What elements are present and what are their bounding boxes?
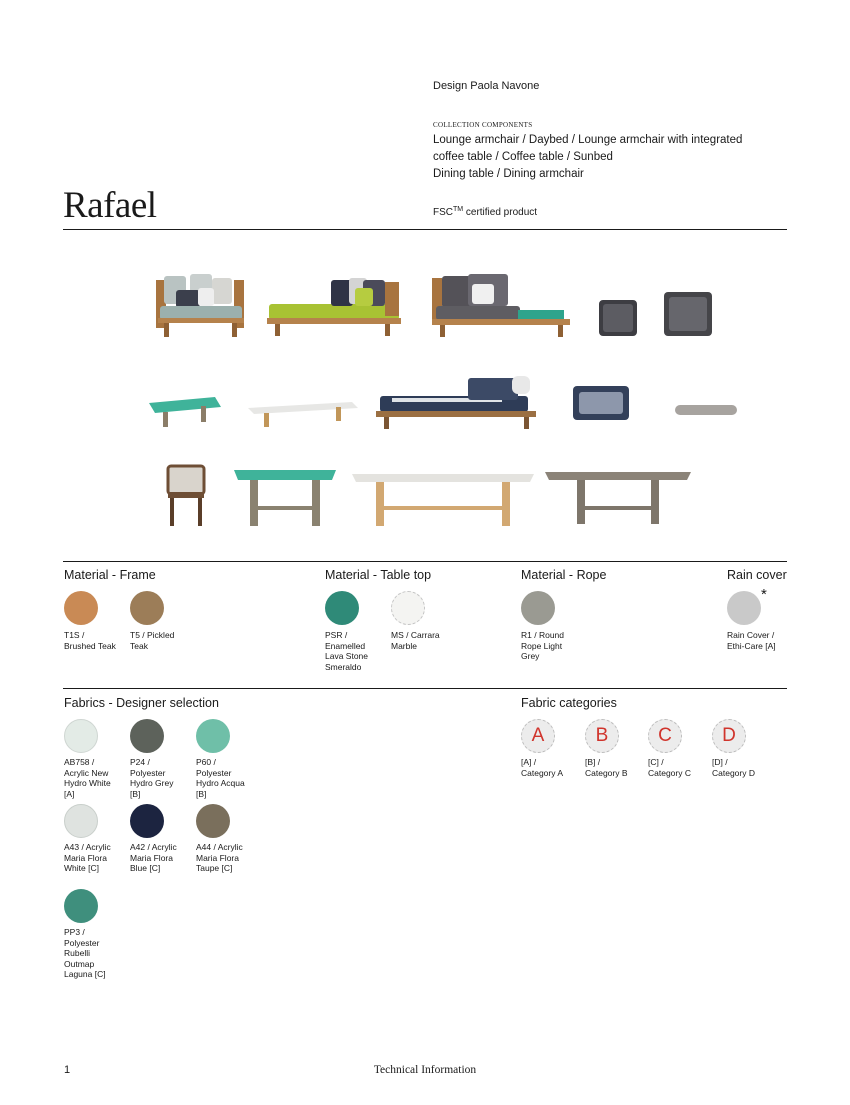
material-rope-heading: Material - Rope xyxy=(521,568,607,582)
swatch-label: A42 / Acrylic Maria Flora Blue [C] xyxy=(130,842,177,873)
swatch-fabric-p60[interactable] xyxy=(196,719,230,753)
header-divider xyxy=(63,229,787,230)
collection-line: Dining table / Dining armchair xyxy=(433,168,584,180)
fabric-categories-heading: Fabric categories xyxy=(521,696,617,710)
cushion-square-small-image xyxy=(597,298,639,338)
designer-credit: Design Paola Navone xyxy=(433,80,540,92)
swatch-fabric-p24[interactable] xyxy=(130,719,164,753)
material-tabletop-heading: Material - Table top xyxy=(325,568,432,582)
material-frame-heading: Material - Frame xyxy=(64,568,156,582)
swatch-label: PP3 / Polyester Rubelli Outmap Laguna [C] xyxy=(64,927,106,979)
swatch-frame-t5[interactable] xyxy=(130,591,164,625)
cushion-rectangular-image xyxy=(571,384,631,422)
swatch-label: P60 / Polyester Hydro Acqua [B] xyxy=(196,757,245,799)
category-d-badge[interactable]: D xyxy=(712,719,746,753)
swatch-label: T1S / Brushed Teak xyxy=(64,630,116,651)
collection-line: coffee table / Coffee table / Sunbed xyxy=(433,151,613,163)
swatch-fabric-a43[interactable] xyxy=(64,804,98,838)
swatch-label: A44 / Acrylic Maria Flora Taupe [C] xyxy=(196,842,243,873)
category-label: [C] / Category C xyxy=(648,757,691,778)
page-number: 1 xyxy=(64,1064,71,1076)
category-label: [D] / Category D xyxy=(712,757,755,778)
materials-divider xyxy=(63,561,787,562)
sunbed-image xyxy=(372,372,540,432)
cushion-square-large-image xyxy=(662,290,714,338)
dining-table-pickled-image xyxy=(543,466,693,528)
swatch-fabric-ab758[interactable] xyxy=(64,719,98,753)
collection-components-label: COLLECTION COMPONENTS xyxy=(433,121,533,129)
category-b-badge[interactable]: B xyxy=(585,719,619,753)
swatch-rope-r1[interactable] xyxy=(521,591,555,625)
rain-cover-heading: Rain cover xyxy=(727,568,787,582)
collection-components-list xyxy=(433,132,742,183)
swatch-label: PSR / Enamelled Lava Stone Smeraldo xyxy=(325,630,369,672)
swatch-label: P24 / Polyester Hydro Grey [B] xyxy=(130,757,174,799)
dining-armchair-image xyxy=(162,462,210,528)
collection-line: Lounge armchair / Daybed / Lounge armchair with integrated xyxy=(433,134,743,146)
footer-label: Technical Information xyxy=(373,1064,477,1076)
swatch-frame-t1s[interactable] xyxy=(64,591,98,625)
coffee-table-enamel-image xyxy=(145,393,223,429)
page-title: Rafael xyxy=(63,185,157,226)
bolster-cushion-image xyxy=(673,402,739,418)
category-a-badge[interactable]: A xyxy=(521,719,555,753)
category-label: [B] / Category B xyxy=(585,757,628,778)
swatch-fabric-pp3[interactable] xyxy=(64,889,98,923)
swatch-rain-cover[interactable] xyxy=(727,591,761,625)
category-c-badge[interactable]: C xyxy=(648,719,682,753)
swatch-label: MS / Carrara Marble xyxy=(391,630,440,651)
coffee-table-marble-image xyxy=(244,398,362,430)
swatch-fabric-a44[interactable] xyxy=(196,804,230,838)
swatch-label: T5 / Pickled Teak xyxy=(130,630,175,651)
swatch-label: R1 / Round Rope Light Grey xyxy=(521,630,564,661)
fabrics-heading: Fabrics - Designer selection xyxy=(64,696,219,710)
fsc-note: FSC™ certified product xyxy=(433,206,538,218)
lounge-armchair-image xyxy=(150,268,250,340)
category-label: [A] / Category A xyxy=(521,757,564,778)
dining-table-enamel-image xyxy=(232,466,338,530)
rain-cover-asterisk: * xyxy=(761,586,767,603)
swatch-tabletop-psr[interactable] xyxy=(325,591,359,625)
swatch-fabric-a42[interactable] xyxy=(130,804,164,838)
swatch-label: A43 / Acrylic Maria Flora White [C] xyxy=(64,842,111,873)
swatch-label: Rain Cover / Ethi-Care [A] xyxy=(727,630,776,651)
fabrics-divider xyxy=(63,688,787,689)
lounge-armchair-coffee-table-image xyxy=(428,270,574,338)
daybed-image xyxy=(265,274,405,338)
swatch-tabletop-ms[interactable] xyxy=(391,591,425,625)
dining-table-marble-image xyxy=(350,466,536,530)
swatch-label: AB758 / Acrylic New Hydro White [A] xyxy=(64,757,111,799)
